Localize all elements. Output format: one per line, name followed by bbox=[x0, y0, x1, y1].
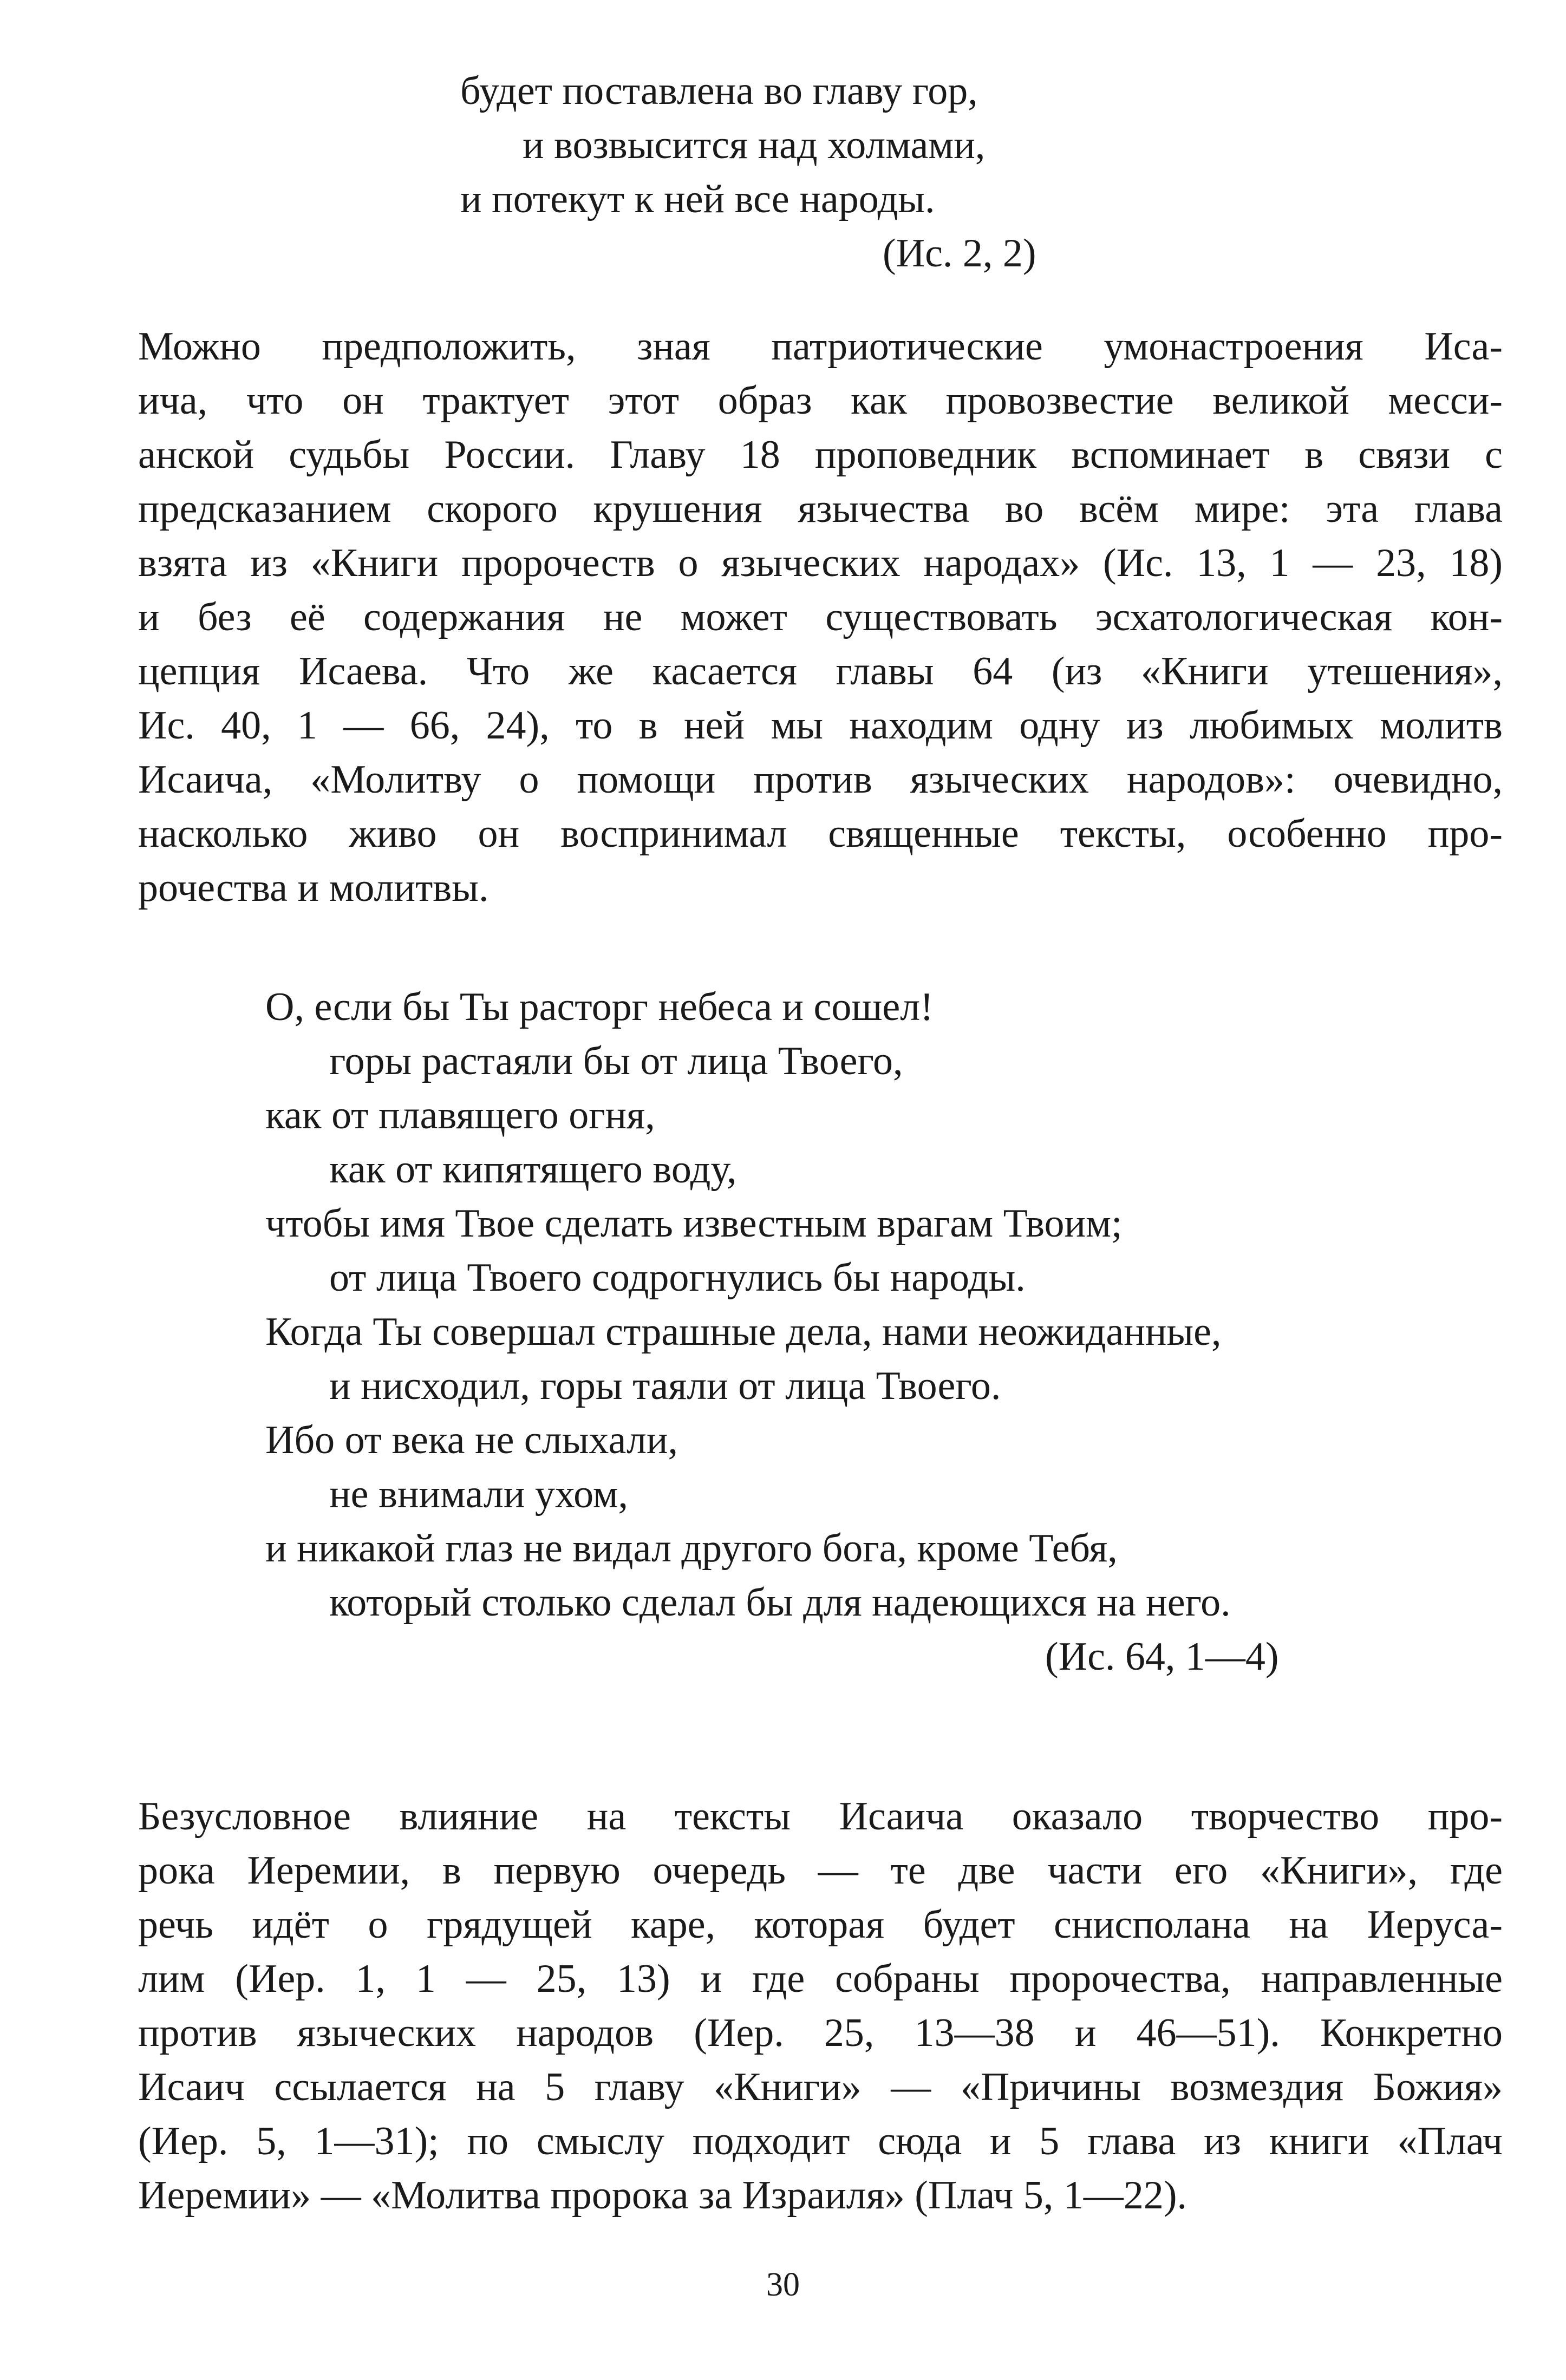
verse-2-line: не внимали ухом, bbox=[329, 1472, 629, 1516]
paragraph-line: Иеремии» — «Молитва пророка за Израиля» (Плач 5, 1—22). bbox=[138, 2173, 1187, 2218]
paragraph-line: (Иер. 5, 1—31); по смыслу подходит сюда и 5 глава из книги «Плач bbox=[138, 2119, 1503, 2163]
verse-2-line: и нисходил, горы таяли от лица Твоего. bbox=[329, 1364, 1001, 1408]
paragraph-line: против языческих народов (Иер. 25, 13—38 и 46—51). Конкретно bbox=[138, 2011, 1503, 2055]
verse-2-line: как от кипятящего воду, bbox=[329, 1147, 737, 1192]
paragraph-line: рочества и молитвы. bbox=[138, 866, 489, 910]
verse-1-line: и потекут к ней все народы. bbox=[460, 177, 935, 221]
verse-2-line: горы растаяли бы от лица Твоего, bbox=[329, 1039, 903, 1083]
paragraph-line: и без её содержания не может существовать эсхатологическая кон- bbox=[138, 595, 1503, 639]
paragraph-1 bbox=[138, 319, 1503, 915]
verse-2-line: О, если бы Ты расторг небеса и сошел! bbox=[265, 985, 934, 1029]
verse-2-line: от лица Твоего содрогнулись бы народы. bbox=[329, 1256, 1026, 1300]
paragraph-line: Можно предположить, зная патриотические умонастроения Иса- bbox=[138, 324, 1503, 369]
paragraph-line: Безусловное влияние на тексты Исаича оказало творчество про- bbox=[138, 1794, 1503, 1839]
verse-2-line: чтобы имя Твое сделать известным врагам Твоим; bbox=[265, 1201, 1123, 1246]
verse-1-reference: (Ис. 2, 2) bbox=[883, 231, 1036, 276]
page-number: 30 bbox=[766, 2266, 800, 2303]
paragraph-line: лим (Иер. 1, 1 — 25, 13) и где собраны пророчества, направленные bbox=[138, 1957, 1503, 2001]
paragraph-2 bbox=[138, 1789, 1503, 2222]
verse-2-line: который столько сделал бы для надеющихся на него. bbox=[329, 1580, 1231, 1625]
verse-2-line: Когда Ты совершал страшные дела, нами неожиданные, bbox=[265, 1310, 1222, 1354]
verse-1-line: и возвысится над холмами, bbox=[523, 123, 986, 167]
verse-2-line: и никакой глаз не видал другого бога, кроме Тебя, bbox=[265, 1526, 1118, 1571]
paragraph-line: цепция Исаева. Что же касается главы 64 (из «Книги утешения», bbox=[138, 649, 1503, 694]
paragraph-line: насколько живо он воспринимал священные тексты, особенно про- bbox=[138, 812, 1503, 856]
verse-2-line: Ибо от века не слыхали, bbox=[265, 1418, 678, 1462]
paragraph-line: речь идёт о грядущей каре, которая будет снисполана на Иеруса- bbox=[138, 1902, 1503, 1947]
paragraph-line: Ис. 40, 1 — 66, 24), то в ней мы находим одну из любимых молитв bbox=[138, 703, 1503, 748]
paragraph-line: Исаича, «Молитву о помощи против языческих народов»: очевидно, bbox=[138, 757, 1503, 802]
paragraph-line: ича, что он трактует этот образ как провозвестие великой месси- bbox=[138, 378, 1503, 423]
paragraph-line: рока Иеремии, в первую очередь — те две части его «Книги», где bbox=[138, 1848, 1503, 1893]
paragraph-line: анской судьбы России. Главу 18 проповедник вспоминает в связи с bbox=[138, 433, 1503, 477]
paragraph-line: предсказанием скорого крушения язычества во всём мире: эта глава bbox=[138, 487, 1503, 531]
paragraph-line: Исаич ссылается на 5 главу «Книги» — «Причины возмездия Божия» bbox=[138, 2065, 1503, 2109]
verse-1-line: будет поставлена во главу гор, bbox=[460, 69, 978, 113]
verse-2-reference: (Ис. 64, 1—4) bbox=[1045, 1634, 1279, 1679]
verse-2-line: как от плавящего огня, bbox=[265, 1093, 655, 1137]
paragraph-line: взята из «Книги пророчеств о языческих народах» (Ис. 13, 1 — 23, 18) bbox=[138, 541, 1503, 585]
